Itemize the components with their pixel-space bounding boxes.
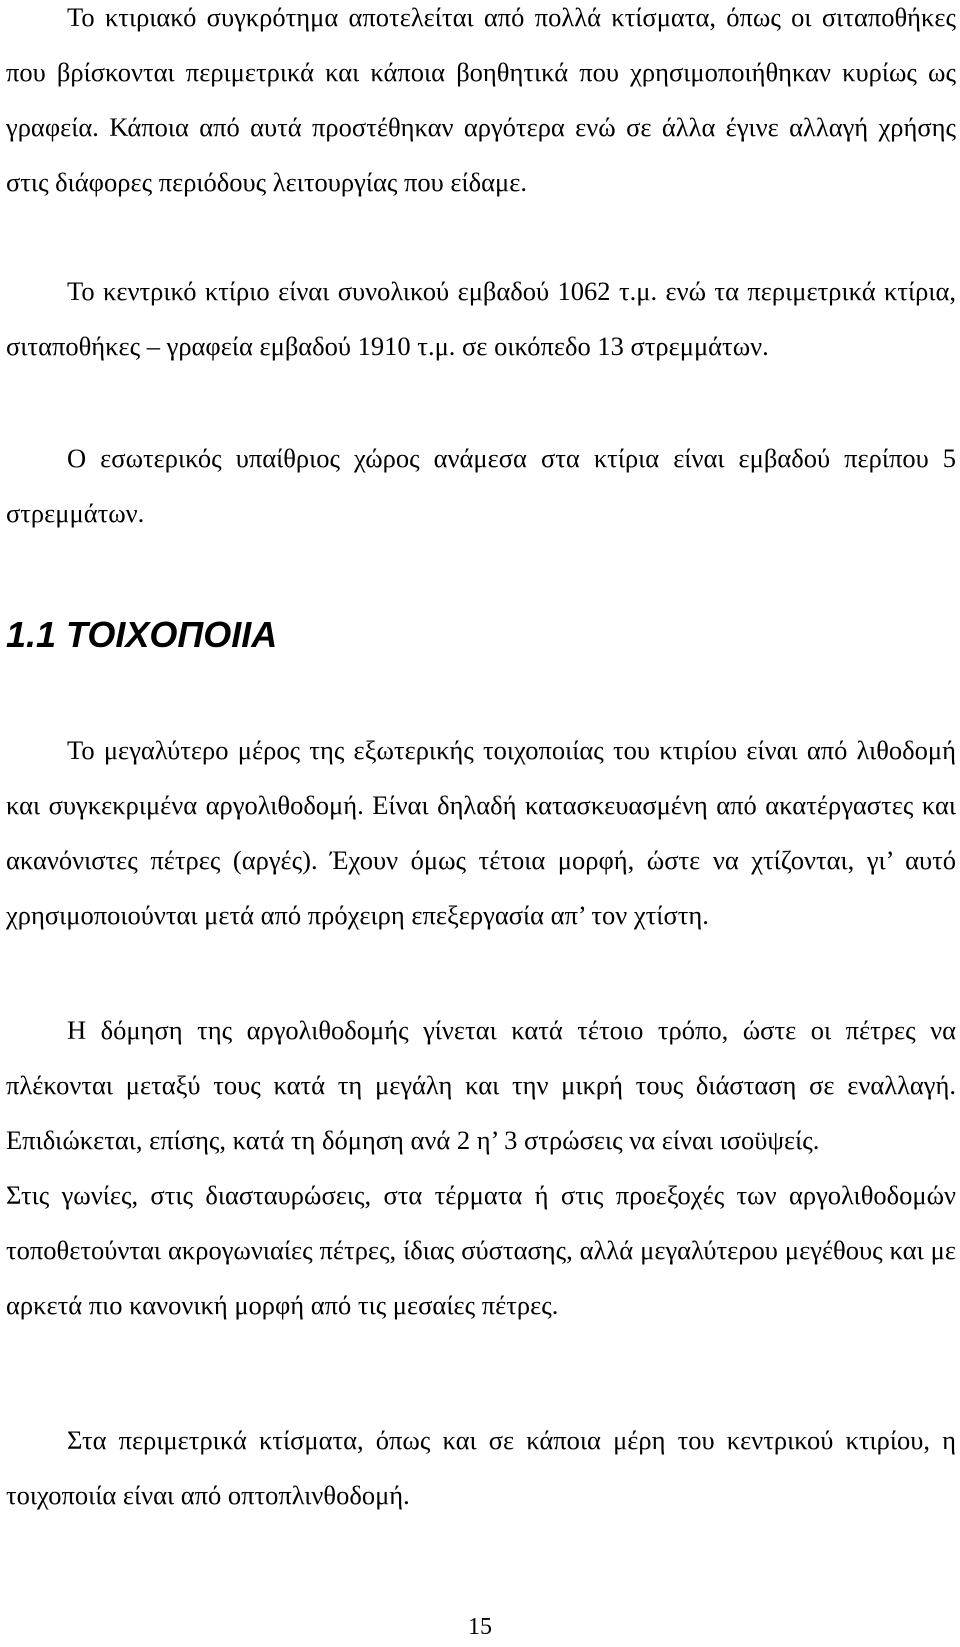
section-paragraph-construction: Η δόμηση της αργολιθοδομής γίνεται κατά τέτοιο τρόπο, ώστε οι πέτρες να πλέκονται μεταξύ τους κατά τη μεγάλη και την μικρή τους διάσταση σε εναλλαγή. Επιδιώκεται, επίσης, κατά τη δόμηση ανά 2 η’ 3 στρώσεις να είναι ισοϋψείς. — [6, 1015, 956, 1155]
section-paragraph-corners: Στις γωνίες, στις διασταυρώσεις, στα τέρματα ή στις προεξοχές των αργολιθοδομών τοποθετούνται ακρογωνιαίες πέτρες, ίδιας σύστασης, αλλά μεγαλύτερου μεγέθους και με αρκετά πιο κανονική μορφή από τις μεσαίες πέτρες. — [6, 1180, 956, 1320]
section-paragraph-masonry: Το μεγαλύτερο μέρος της εξωτερικής τοιχοποιίας του κτιρίου είναι από λιθοδομή και συγκεκριμένα αργολιθοδομή. Είναι δηλαδή κατασκευασμένη από ακατέργαστες και ακανόνιστες πέτρες (αργές). Έχουν όμως τέτοια μορφή, ώστε να χτίζονται, γι’ αυτό χρησιμοποιούνται μετά από πρόχειρη επεξεργασία απ’ τον χτίστη. — [6, 735, 956, 930]
section-paragraph-brickwork: Στα περιμετρικά κτίσματα, όπως και σε κάποια μέρη του κεντρικού κτιρίου, η τοιχοποιία είναι από οπτοπλινθοδομή. — [6, 1425, 956, 1510]
intro-paragraph-areas: Το κεντρικό κτίριο είναι συνολικού εμβαδού 1062 τ.μ. ενώ τα περιμετρικά κτίρια, σιταποθήκες – γραφεία εμβαδού 1910 τ.μ. σε οικόπεδο 13 στρεμμάτων. — [6, 276, 956, 361]
intro-paragraph-courtyard: Ο εσωτερικός υπαίθριος χώρος ανάμεσα στα κτίρια είναι εμβαδού περίπου 5 στρεμμάτων. — [6, 443, 956, 528]
section-heading: 1.1 ΤΟΙΧΟΠΟΙΙΑ — [6, 614, 278, 655]
page-number: 15 — [468, 1614, 492, 1640]
intro-paragraph-buildings: Το κτιριακό συγκρότημα αποτελείται από πολλά κτίσματα, όπως οι σιταποθήκες που βρίσκονται περιμετρικά και κάποια βοηθητικά που χρησιμοποιήθηκαν κυρίως ως γραφεία. Κάποια από αυτά προστέθηκαν αργότερα ενώ σε άλλα έγινε αλλαγή χρήσης στις διάφορες περιόδους λειτουργίας που είδαμε. — [6, 2, 956, 197]
